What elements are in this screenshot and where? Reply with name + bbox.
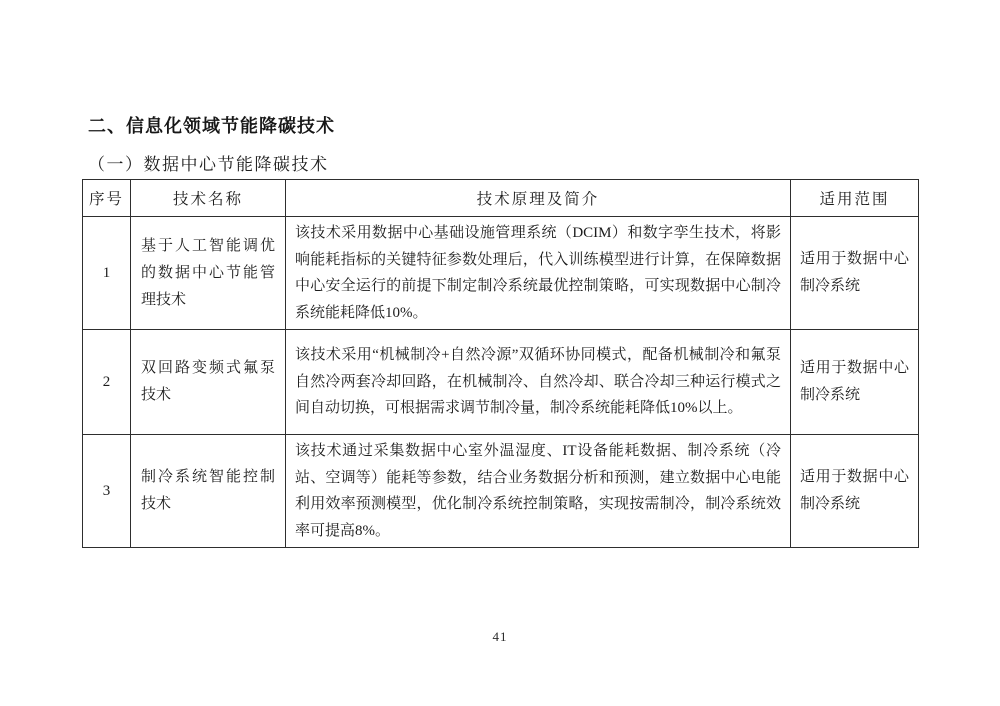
cell-applicable-scope: 适用于数据中心制冷系统 [791,435,919,548]
technology-table [82,179,919,548]
cell-technology-description: 该技术采用“机械制冷+自然冷源”双循环协同模式，配备机械制冷和氟泵自然冷两套冷却回路，在机械制冷、自然冷却、联合冷却三种运行模式之间自动切换，可根据需求调节制冷量，制冷系统能耗降低10%以上。 [286,330,791,435]
cell-technology-description: 该技术通过采集数据中心室外温湿度、IT设备能耗数据、制冷系统（冷站、空调等）能耗等参数，结合业务数据分析和预测，建立数据中心电能利用效率预测模型，优化制冷系统控制策略，实现按需制冷，制冷系统效率可提高8%。 [286,435,791,548]
column-header-index: 序号 [83,180,131,217]
cell-applicable-scope: 适用于数据中心制冷系统 [791,217,919,330]
table-row [83,217,919,330]
column-header-scope: 适用范围 [791,180,919,217]
table-header-row [83,180,919,217]
cell-technology-name: 基于人工智能调优的数据中心节能管理技术 [131,217,286,330]
page-number: 41 [492,629,508,644]
column-header-description: 技术原理及简介 [286,180,791,217]
cell-index: 2 [83,330,131,435]
table-row [83,330,919,435]
cell-technology-name: 双回路变频式氟泵技术 [131,330,286,435]
cell-index: 1 [83,217,131,330]
cell-applicable-scope: 适用于数据中心制冷系统 [791,330,919,435]
cell-technology-name: 制冷系统智能控制技术 [131,435,286,548]
cell-technology-description: 该技术采用数据中心基础设施管理系统（DCIM）和数字孪生技术，将影响能耗指标的关键特征参数处理后，代入训练模型进行计算，在保障数据中心安全运行的前提下制定制冷系统最优控制策略，可实现数据中心制冷系统能耗降低10%。 [286,217,791,330]
cell-index: 3 [83,435,131,548]
table-row [83,435,919,548]
section-heading: 二、信息化领域节能降碳技术 [88,116,335,136]
column-header-name: 技术名称 [131,180,286,217]
subsection-heading: （一）数据中心节能降碳技术 [88,155,329,174]
